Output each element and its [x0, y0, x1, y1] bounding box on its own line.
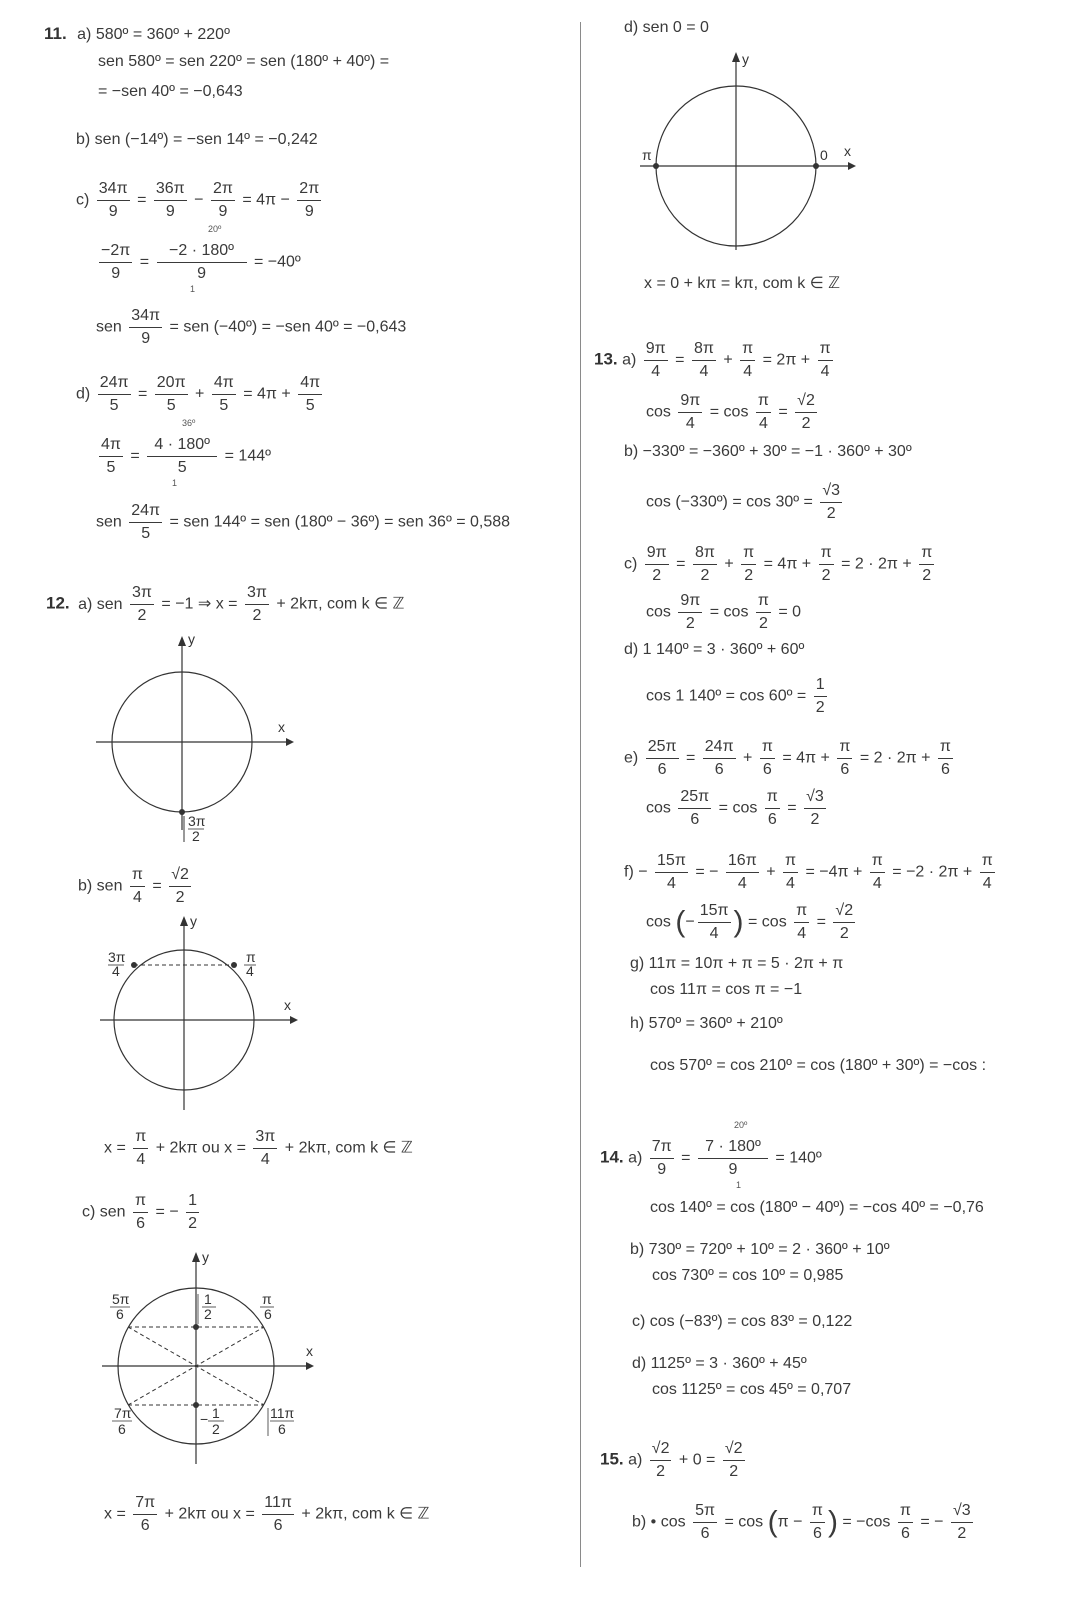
- fraction: $\frac{\text{−2 · 180º}}{9}$: [157, 240, 247, 285]
- fraction: $\frac{√3}{2}$: [952, 1502, 971, 1542]
- exercise-14-b-cos: cos 730º = cos 10º = 0,985: [652, 1267, 844, 1284]
- point-3pi-4: [131, 962, 137, 968]
- unit-circle-figure-12d: [636, 46, 866, 266]
- fraction: $\frac{\pi}{4}$: [819, 340, 831, 380]
- exercise-number: 14.: [600, 1147, 624, 1167]
- fraction: $\frac{\pi}{4}$: [796, 902, 808, 942]
- x-axis-arrow: [306, 1362, 314, 1370]
- exercise-12-b: b) sen $\frac{\pi}{4}$ = $\frac{√2}{2}$: [78, 864, 194, 909]
- exercise-13-b-cos: cos (−330º) = cos 30º = $\frac{√3}{2}$: [646, 480, 845, 525]
- exercise-13-c-cos: cos $\frac{9\pi}{2}$ = cos $\frac{\pi}{2}$ = 0: [646, 590, 801, 635]
- exercise-13-f: f) − $\frac{15\pi}{4}$ = − $\frac{16\pi}{4}$ + $\frac{\pi}{4}$ = −4π + $\frac{\pi}{4}$ = −2 · 2π + $\frac{\pi}{4}$: [624, 850, 998, 895]
- point-label-den: 2: [192, 828, 200, 844]
- label-pi-6-den: 6: [264, 1306, 272, 1322]
- fraction: $\frac{\pi}{4}$: [135, 1128, 147, 1168]
- fraction: $\frac{√2}{2}$: [171, 866, 189, 906]
- label-11pi-6-den: 6: [278, 1421, 286, 1437]
- point-half: [193, 1324, 199, 1330]
- fraction: $\frac{\pi}{6}$: [939, 738, 951, 778]
- exercise-13-g: g) 11π = 10π + π = 5 · 2π + π: [630, 955, 844, 972]
- unit-circle-figure-12a: [90, 630, 310, 860]
- label-pi-4-num: π: [246, 949, 256, 965]
- x-label: x: [278, 719, 285, 735]
- expression: a) 580º = 360º + 220º: [77, 26, 230, 43]
- simplification-note: 1: [190, 284, 196, 294]
- fraction: $\frac{√3}{2}$: [806, 788, 824, 828]
- unit-circle-figure-12b: [96, 910, 316, 1120]
- point-3pi-2: [179, 809, 185, 815]
- unit-circle-figure-12c: [100, 1246, 330, 1476]
- fraction: $\frac{√2}{2}$: [835, 902, 854, 942]
- fraction: $\frac{1}{2}$: [815, 676, 825, 716]
- exercise-14-a: 14. a) $\frac{7\pi}{9}$ = $\frac{\text{7 · 180º}}{9}$ = 140º: [600, 1136, 822, 1181]
- part-label: c): [76, 191, 90, 209]
- simplification-note: 20º: [208, 224, 222, 234]
- y-axis-arrow: [192, 1252, 200, 1262]
- label-11pi-6-num: 11π: [270, 1405, 295, 1421]
- simplification-note: 1: [172, 478, 178, 488]
- fraction: $\frac{\pi}{4}$: [784, 852, 797, 892]
- fraction: $\frac{\pi}{6}$: [811, 1502, 823, 1542]
- label-7pi-6-den: 6: [118, 1421, 126, 1437]
- simplification-note: 1: [736, 1180, 742, 1190]
- fraction: $\frac{34\pi}{9}$: [98, 180, 128, 220]
- exercise-13-h-cos: cos 570º = cos 210º = cos (180º + 30º) = −cos :: [650, 1057, 987, 1074]
- fraction: $\frac{9\pi}{2}$: [680, 592, 701, 632]
- fraction: $\frac{\pi}{4}$: [131, 866, 143, 906]
- fraction: $\frac{7\pi}{9}$: [651, 1138, 672, 1178]
- fraction: $\frac{3\pi}{4}$: [255, 1128, 276, 1168]
- point-pi-4: [231, 962, 237, 968]
- exercise-14-d-cos: cos 1125º = cos 45º = 0,707: [652, 1381, 852, 1398]
- exercise-11-d-line3: sen $\frac{24\pi}{5}$ = sen 144º = sen (180º − 36º) = sen 36º = 0,588: [96, 500, 510, 545]
- fraction: $\frac{-2\pi}{9}$: [101, 242, 131, 282]
- y-axis-arrow: [178, 636, 186, 646]
- x-label: x: [284, 997, 291, 1013]
- exercise-14-c: c) cos (−83º) = cos 83º = 0,122: [632, 1313, 853, 1330]
- fraction: $\frac{\pi}{4}$: [757, 392, 769, 432]
- exercise-number: 13.: [594, 349, 618, 369]
- fraction: $\frac{3\pi}{2}$: [246, 584, 267, 624]
- fraction: $\frac{3\pi}{2}$: [132, 584, 152, 624]
- fraction: $\frac{\text{4 · 180º}}{5}$: [147, 434, 217, 479]
- label-5pi-6-num: 5π: [112, 1291, 130, 1307]
- exercise-11-d-line1: d) $\frac{24\pi}{5}$ = $\frac{20\pi}{5}$ + $\frac{4\pi}{5}$ = 4π + $\frac{4\pi}{5}$: [76, 372, 325, 417]
- exercise-14-a-cos: cos 140º = cos (180º − 40º) = −cos 40º = −0,76: [650, 1199, 984, 1216]
- x-label: x: [844, 143, 851, 159]
- fraction: $\frac{11\pi}{6}$: [264, 1494, 292, 1534]
- fraction: $\frac{20\pi}{5}$: [156, 374, 186, 414]
- fraction: $\frac{8\pi}{2}$: [694, 544, 715, 584]
- x-axis-arrow: [286, 738, 294, 746]
- fraction: $\frac{5\pi}{6}$: [695, 1502, 716, 1542]
- y-axis-arrow: [732, 52, 740, 62]
- exercise-12-c: c) sen $\frac{\pi}{6}$ = − $\frac{1}{2}$: [82, 1190, 202, 1235]
- fraction: $\frac{\pi}{2}$: [820, 544, 832, 584]
- exercise-14-b: b) 730º = 720º + 10º = 2 · 360º + 10º: [630, 1241, 890, 1258]
- label-pi-4-den: 4: [246, 963, 254, 979]
- fraction: $\frac{15\pi}{4}$: [657, 852, 686, 892]
- fraction: $\frac{36\pi}{9}$: [155, 180, 185, 220]
- exercise-11-b: b) sen (−14º) = −sen 14º = −0,242: [76, 131, 318, 148]
- fraction: $\frac{\pi}{4}$: [981, 852, 993, 892]
- label-minus-half-den: 2: [212, 1421, 220, 1437]
- label-7pi-6-num: 7π: [114, 1405, 132, 1421]
- fraction: $\frac{√3}{2}$: [822, 482, 841, 522]
- exercise-13-a-cos: cos $\frac{9\pi}{4}$ = cos $\frac{\pi}{4}$ = $\frac{√2}{2}$: [646, 390, 820, 435]
- point-pi: [653, 163, 659, 169]
- y-label: y: [202, 1249, 209, 1265]
- y-axis-arrow: [180, 916, 188, 926]
- fraction: $\frac{√2}{2}$: [651, 1440, 670, 1480]
- label-5pi-6-den: 6: [116, 1306, 124, 1322]
- fraction: $\frac{16\pi}{4}$: [727, 852, 757, 892]
- label-3pi-4-num: 3π: [108, 949, 126, 965]
- x-axis-arrow: [848, 162, 856, 170]
- fraction: $\frac{\pi}{6}$: [899, 1502, 911, 1542]
- fraction: $\frac{34\pi}{9}$: [131, 307, 161, 347]
- exercise-13-f-cos: cos (− $\frac{15\pi}{4}$ ) = cos $\frac{\pi}{4}$ = $\frac{√2}{2}$: [646, 900, 858, 945]
- y-label: y: [188, 631, 195, 647]
- exercise-13-e-cos: cos $\frac{25\pi}{6}$ = cos $\frac{\pi}{6}$ = $\frac{√3}{2}$: [646, 786, 829, 831]
- fraction: $\frac{\pi}{6}$: [839, 738, 851, 778]
- zero-label: 0: [820, 147, 828, 163]
- fraction: $\frac{\pi}{6}$: [135, 1192, 147, 1232]
- fraction: $\frac{4\pi}{5}$: [300, 374, 321, 414]
- y-label: y: [190, 913, 197, 929]
- exercise-11-a-line2: sen 580º = sen 220º = sen (180º + 40º) =: [98, 53, 390, 70]
- fraction: $\frac{\pi}{2}$: [921, 544, 933, 584]
- exercise-11-c-line3: sen $\frac{34\pi}{9}$ = sen (−40º) = −sen 40º = −0,643: [96, 305, 406, 350]
- simplification-note: 36º: [182, 418, 196, 428]
- fraction: $\frac{24\pi}{5}$: [99, 374, 129, 414]
- point-zero: [813, 163, 819, 169]
- expression: = 4π −: [242, 191, 290, 209]
- exercise-15-b: b) • cos $\frac{5\pi}{6}$ = cos (π − $\frac{\pi}{6}$ ) = −cos $\frac{\pi}{6}$ = − $\frac{√3}{2}$: [632, 1500, 976, 1545]
- exercise-12-d-solution: x = 0 + kπ = kπ, com k ∈ ℤ: [644, 275, 840, 292]
- fraction: $\frac{25\pi}{6}$: [647, 738, 677, 778]
- exercise-14-d: d) 1125º = 3 · 360º + 45º: [632, 1355, 807, 1372]
- fraction: $\frac{24\pi}{6}$: [704, 738, 734, 778]
- exercise-13-a: 13. a) $\frac{9\pi}{4}$ = $\frac{8\pi}{4}$ + $\frac{\pi}{4}$ = 2π + $\frac{\pi}{4}$: [594, 338, 836, 383]
- label-minus-half-num: 1: [212, 1405, 220, 1421]
- fraction: $\frac{4\pi}{5}$: [213, 374, 234, 414]
- fraction: $\frac{\pi}{4}$: [871, 852, 883, 892]
- fraction: $\frac{7\pi}{6}$: [135, 1494, 156, 1534]
- fraction: $\frac{8\pi}{4}$: [693, 340, 714, 380]
- exercise-11-d-line2: $\frac{4\pi}{5}$ = $\frac{\text{4 · 180º}}{5}$ = 144º: [96, 434, 271, 479]
- fraction: $\frac{√2}{2}$: [797, 392, 815, 432]
- column-divider: [580, 22, 581, 1567]
- label-minus-sign: −: [200, 1411, 209, 1427]
- simplification-note: 20º: [734, 1120, 748, 1130]
- exercise-13-e: e) $\frac{25\pi}{6}$ = $\frac{24\pi}{6}$ + $\frac{\pi}{6}$ = 4π + $\frac{\pi}{6}$ = 2 · 2π + $\frac{\pi}{6}$: [624, 736, 956, 781]
- fraction: $\frac{\pi}{2}$: [743, 544, 755, 584]
- fraction: $\frac{15\pi}{4}$: [699, 902, 729, 942]
- point-minus-half: [193, 1402, 199, 1408]
- exercise-number: 11.: [44, 24, 67, 43]
- fraction: $\frac{1}{2}$: [188, 1192, 198, 1232]
- fraction: $\frac{\pi}{6}$: [761, 738, 773, 778]
- label-3pi-4-den: 4: [112, 963, 120, 979]
- fraction: $\frac{9\pi}{2}$: [646, 544, 667, 584]
- exercise-13-d: d) 1 140º = 3 · 360º + 60º: [624, 641, 805, 658]
- exercise-12-b-solution: x = $\frac{\pi}{4}$ + 2kπ ou x = $\frac{3\pi}{4}$ + 2kπ, com k ∈ ℤ: [104, 1126, 413, 1171]
- label-half-num: 1: [204, 1291, 212, 1307]
- fraction: $\frac{\pi}{6}$: [766, 788, 778, 828]
- label-half-den: 2: [204, 1306, 212, 1322]
- exercise-11-a-line3: = −sen 40º = −0,643: [98, 83, 243, 100]
- exercise-number: 12.: [46, 593, 70, 613]
- exercise-11-a-line1: [44, 24, 230, 45]
- exercise-13-c: c) $\frac{9\pi}{2}$ = $\frac{8\pi}{2}$ + $\frac{\pi}{2}$ = 4π + $\frac{\pi}{2}$ = 2 · 2π + $\frac{\pi}{2}$: [624, 542, 937, 587]
- expression: = −40º: [253, 253, 301, 271]
- fraction: $\frac{\text{7 · 180º}}{9}$: [698, 1136, 768, 1181]
- exercise-13-d-cos: cos 1 140º = cos 60º = $\frac{1}{2}$: [646, 674, 830, 719]
- y-label: y: [742, 51, 749, 67]
- exercise-12-a: 12. a) sen $\frac{3\pi}{2}$ = −1 ⇒ x = $\frac{3\pi}{2}$ + 2kπ, com k ∈ ℤ: [46, 582, 404, 627]
- exercise-15-a: 15. a) $\frac{√2}{2}$ + 0 = $\frac{√2}{2}$: [600, 1438, 748, 1483]
- label-pi-6-num: π: [262, 1291, 272, 1307]
- exercise-13-h: h) 570º = 360º + 210º: [630, 1015, 783, 1032]
- exercise-13-g-cos: cos 11π = cos π = −1: [650, 981, 803, 998]
- exercise-11-c-line1: c) $\frac{34\pi}{9}$ = $\frac{36\pi}{9}$ − $\frac{2\pi}{9}$ = 4π − $\frac{2\pi}{9}$: [76, 178, 324, 223]
- fraction: $\frac{9\pi}{4}$: [680, 392, 701, 432]
- pi-label: π: [642, 147, 652, 163]
- fraction: $\frac{\pi}{2}$: [757, 592, 769, 632]
- exercise-number: 15.: [600, 1449, 624, 1469]
- exercise-11-c-line2: $\frac{-2\pi}{9}$ = $\frac{\text{−2 · 180º}}{9}$ = −40º: [96, 240, 301, 285]
- fraction: $\frac{\pi}{4}$: [742, 340, 754, 380]
- fraction: $\frac{2\pi}{9}$: [212, 180, 233, 220]
- exercise-12-d: d) sen 0 = 0: [624, 19, 709, 36]
- fraction: $\frac{24\pi}{5}$: [131, 502, 161, 542]
- exercise-13-b: b) −330º = −360º + 30º = −1 · 360º + 30º: [624, 443, 912, 460]
- fraction: $\frac{√2}{2}$: [724, 1440, 743, 1480]
- fraction: $\frac{2\pi}{9}$: [299, 180, 320, 220]
- exercise-12-c-solution: x = $\frac{7\pi}{6}$ + 2kπ ou x = $\frac{11\pi}{6}$ + 2kπ, com k ∈ ℤ: [104, 1492, 429, 1537]
- fraction: $\frac{9\pi}{4}$: [645, 340, 666, 380]
- x-axis-arrow: [290, 1016, 298, 1024]
- fraction: $\frac{4\pi}{5}$: [101, 436, 121, 476]
- fraction: $\frac{25\pi}{6}$: [680, 788, 710, 828]
- x-label: x: [306, 1343, 313, 1359]
- point-label-num: 3π: [188, 813, 206, 829]
